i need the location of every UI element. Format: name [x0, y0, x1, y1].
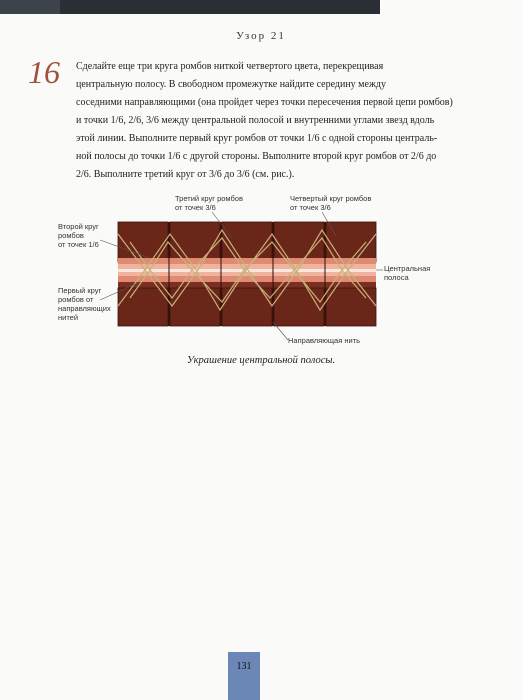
step-number: 16 [28, 54, 60, 90]
page-number: 131 [236, 661, 252, 672]
annotation-line: от точек 3/6 [175, 203, 216, 212]
text-line: ной полосы до точки 1/6 с другой стороны. Выполните второй круг ромбов от 2/6 до [76, 151, 437, 162]
figure-caption: Украшение центральной полосы. [186, 355, 336, 366]
annotation-line: Направляющая нить [288, 336, 361, 345]
text-line: этой линии. Выполните первый круг ромбов от точки 1/6 с одной стороны централь- [76, 133, 438, 144]
annotation-fourth-round [290, 194, 371, 212]
annotation-first-round [58, 286, 111, 322]
annotation-third-round [175, 194, 243, 212]
text-line: центральную полосу. В свободном промежутке найдите середину между [76, 79, 386, 90]
annotation-line: Центральная [384, 264, 431, 273]
annotation-line: Первый круг [58, 286, 102, 295]
annotation-central-strip [384, 264, 430, 282]
pattern-title: Узор 21 [236, 30, 286, 42]
annotation-line: направляющих [58, 304, 111, 313]
page-number-tab [228, 652, 260, 700]
annotation-line: от точек 1/6 [58, 240, 99, 249]
annotation-line: ромбов [58, 231, 84, 240]
annotation-guide-thread [288, 336, 360, 345]
text-line: Сделайте еще три круга ромбов ниткой четвертого цвета, перекрещивая [76, 61, 384, 72]
annotation-line: Четвертый круг ромбов [290, 194, 372, 203]
text-line: 2/6. Выполните третий круг от 3/6 до 3/6 (см. рис.). [76, 169, 295, 180]
annotation-line: Второй круг [58, 222, 99, 231]
text-line: соседними направляющими (она пройдет через точки пересечения первой цепи ромбов) [76, 97, 453, 108]
annotation-line: полоса [384, 273, 409, 282]
annotation-line: Третий круг ромбов [175, 194, 243, 203]
annotation-second-round [58, 222, 99, 249]
annotation-line: нитей [58, 313, 79, 322]
text-line: и точки 1/6, 2/6, 3/6 между центральной полосой и внутренними углами звезд вдоль [76, 115, 435, 126]
annotation-line: ромбов от [58, 295, 94, 304]
annotation-line: от точек 3/6 [290, 203, 331, 212]
